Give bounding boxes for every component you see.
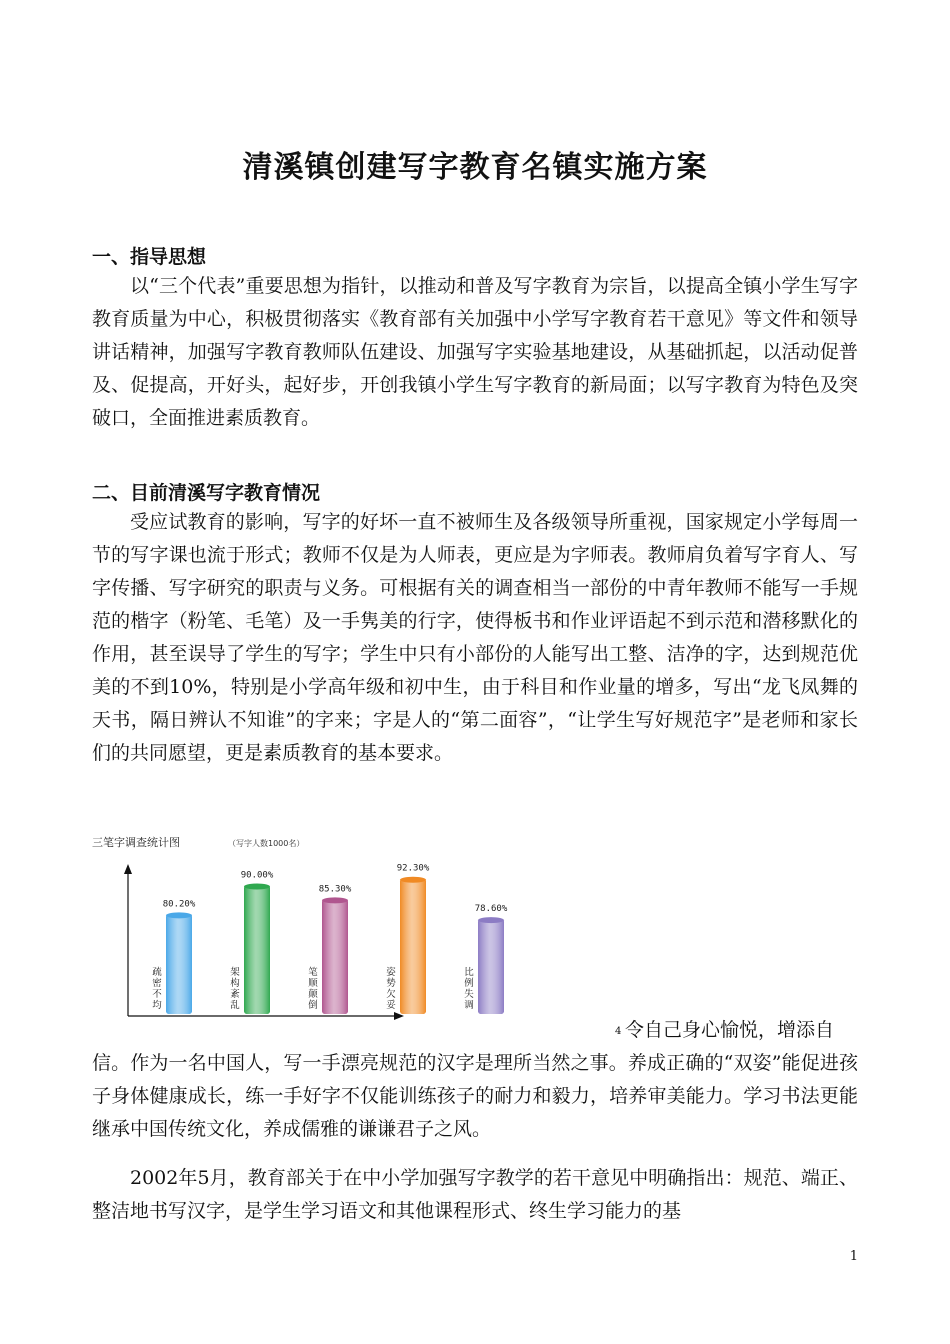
category-label-5-char-2: 例 xyxy=(464,978,474,989)
section-paragraph-guiding-ideology: 以“三个代表”重要思想为指针，以推动和普及写字教育为宗旨，以提高全镇小学生写字教育质量为中心，积极贯彻落实《教育部有关加强中小学写字教育若干意见》等文件和领导讲话精神，加强写字教育教师队伍建设、加强写字实验基地建设，从基础抓起，以活动促普及、促提高，开好头，起好步，开创我镇小学生写字教育的新局面；以写字教育为特色及突破口，全面推进素质教育。 xyxy=(92,275,858,429)
chart-title: 三笔字调查统计图 xyxy=(92,836,180,849)
category-label-5-char-1: 比 xyxy=(464,967,474,978)
section-paragraph-current-situation: 受应试教育的影响，写字的好坏一直不被师生及各级领导所重视，国家规定小学每周一节的写字课也流于形式；教师不仅是为人师表，更应是为字师表。教师肩负着写字育人、写字传播、写字研究的职责与义务。可根据有关的调查相当一部份的中青年教师不能写一手规范的楷字（粉笔、毛笔）及一手隽美的行字，使得板书和作业评语起不到示范和潜移默化的作用，甚至误导了学生的写字；学生中只有小部份的人能写出工整、洁净的字，达到规范优美的不到10%，特别是小学高年级和初中生，由于科目和作业量的增多，写出“龙飞凤舞的天书，隔日辨认不知谁”的字来；字是人的“第二面容”，“让学生写好规范字”是老师和家长们的共同愿望，更是素质教育的基本要求。 xyxy=(92,511,858,764)
value-label-5: 78.60% xyxy=(474,904,508,915)
category-label-1-char-1: 疏 xyxy=(152,967,162,978)
y-axis-arrow xyxy=(124,864,132,874)
category-label-1-char-3: 不 xyxy=(152,989,162,1000)
category-label-4-char-3: 欠 xyxy=(386,989,396,1000)
category-label-3-char-3: 颠 xyxy=(308,989,318,1000)
bar-cap-4 xyxy=(400,877,426,883)
footnote-mark: 4 xyxy=(615,1025,622,1037)
text-fragment xyxy=(615,1014,834,1048)
category-label-3-char-1: 笔 xyxy=(308,967,318,978)
chart-subtitle: （写字人数1000名） xyxy=(228,839,305,848)
value-label-1: 80.20% xyxy=(162,899,196,910)
bar-sheen-5 xyxy=(478,919,504,1014)
bar-cap-5 xyxy=(478,917,504,923)
section-heading-current-situation: 二、目前清溪写字教育情况 xyxy=(92,482,321,504)
bar-sheen-2 xyxy=(244,886,270,1015)
bar-chart xyxy=(88,832,508,1032)
category-label-5-char-3: 失 xyxy=(464,989,474,1000)
paragraph-policy: 2002年5月，教育部关于在中小学加强写字教学的若干意见中明确指出：规范、端正、整洁地书写汉字，是学生学习语文和其他课程形式、终生学习能力的基 xyxy=(92,1167,858,1222)
bar-sheen-3 xyxy=(322,899,348,1014)
category-label-2-char-2: 构 xyxy=(230,978,240,989)
bar-sheen-4 xyxy=(400,879,426,1014)
category-label-1-char-4: 均 xyxy=(152,1000,162,1011)
category-label-2-char-3: 紊 xyxy=(230,989,240,1000)
page-number: 1 xyxy=(849,1249,858,1264)
bar-sheen-1 xyxy=(166,914,192,1014)
category-label-4-char-4: 妥 xyxy=(386,1000,396,1011)
section-heading-guiding-ideology: 一、指导思想 xyxy=(92,246,207,268)
category-label-3-char-4: 倒 xyxy=(308,1000,318,1011)
bar-cap-1 xyxy=(166,912,192,918)
paragraph-continued: 信。作为一名中国人，写一手漂亮规范的汉字是理所当然之事。养成正确的“双姿”能促进孩子身体健康成长，练一手好字不仅能训练孩子的耐力和毅力，培养审美能力。学习书法更能继承中国传统文化，养成儒雅的谦谦君子之风。 xyxy=(92,1052,858,1140)
category-label-4-char-2: 势 xyxy=(386,978,396,989)
category-label-3-char-2: 顺 xyxy=(308,978,318,989)
category-label-2-char-4: 乱 xyxy=(230,1000,240,1011)
document-title: 清溪镇创建写字教育名镇实施方案 xyxy=(242,150,708,185)
value-label-4: 92.30% xyxy=(396,863,430,874)
bar-cap-2 xyxy=(244,884,270,890)
fragment-text: 令自己身心愉悦，增添自 xyxy=(625,1019,835,1041)
value-label-2: 90.00% xyxy=(240,870,274,881)
value-label-3: 85.30% xyxy=(318,884,352,895)
category-label-5-char-4: 调 xyxy=(464,1000,474,1011)
bar-cap-3 xyxy=(322,897,348,903)
category-label-4-char-1: 姿 xyxy=(386,967,396,978)
category-label-1-char-2: 密 xyxy=(152,978,162,989)
category-label-2-char-1: 架 xyxy=(230,967,240,978)
